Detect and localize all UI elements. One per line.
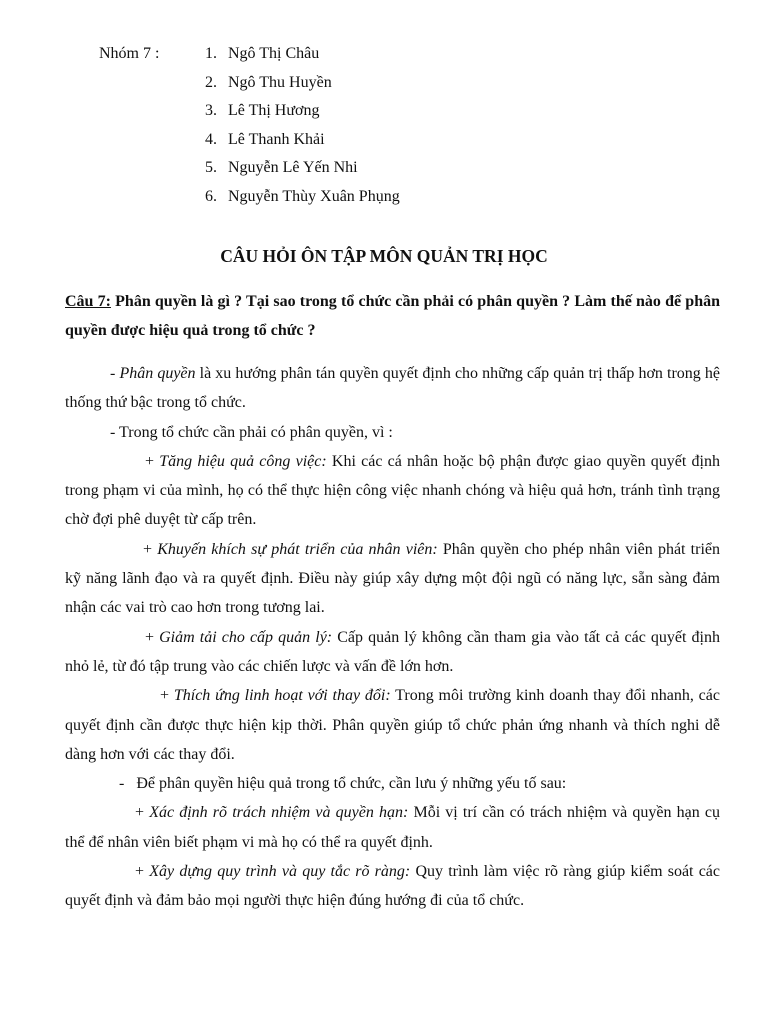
paragraph-prefix: + (160, 687, 174, 705)
paragraph-text: Khi các cá nhân hoặc bộ phận được giao quyền quyết định trong phạm vi của mình, họ có thể thực hiện công việc nhanh chóng và hiệu quả hơn, tránh tình trạng chờ đợi phê duyệt từ cấp trên. (65, 452, 720, 529)
answer-paragraph (65, 857, 720, 916)
paragraph-italic-term: Xác định rõ trách nhiệm và quyền hạn: (149, 804, 409, 822)
member-item (205, 129, 400, 158)
question-label: Câu 7: (65, 293, 111, 310)
question-text: Phân quyền là gì ? Tại sao trong tổ chức cần phải có phân quyền ? Làm thế nào để phân quyền được hiệu quả trong tổ chức ? (65, 293, 721, 339)
document-title: CÂU HỎI ÔN TẬP MÔN QUẢN TRỊ HỌC (220, 246, 548, 266)
question-heading (65, 287, 720, 345)
member-item (205, 157, 400, 186)
member-name: Nguyễn Thùy Xuân Phụng (228, 187, 400, 205)
paragraph-text: Để phân quyền hiệu quả trong tổ chức, cần lưu ý những yếu tố sau: (136, 775, 567, 793)
member-item (205, 186, 400, 215)
paragraph-text: Mỗi vị trí cần có trách nhiệm và quyền hạn cụ thể để nhân viên biết phạm vi mà họ có thể ra quyết định. (65, 804, 721, 851)
paragraph-prefix: + (135, 863, 150, 881)
answer-paragraph (65, 535, 720, 623)
member-name: Ngô Thị Châu (228, 45, 320, 62)
group-label: Nhóm 7 : (99, 45, 160, 62)
member-item (205, 100, 400, 129)
answer-paragraph (65, 798, 720, 857)
paragraph-text: Quy trình làm việc rõ ràng giúp kiểm soát các quyết định và đảm bảo mọi người thực hiện đúng hướng đi của tổ chức. (65, 863, 721, 910)
member-name: Lê Thanh Khải (228, 130, 325, 148)
answer-paragraph (65, 359, 720, 418)
member-number: 2. (205, 73, 217, 91)
paragraph-italic-term: Tăng hiệu quả công việc: (159, 452, 327, 470)
member-number: 1. (205, 45, 217, 62)
answer-paragraph (65, 418, 720, 447)
answer-paragraph (65, 623, 720, 682)
member-number: 6. (205, 187, 217, 205)
answer-body (65, 359, 720, 916)
paragraph-italic-term: Giảm tải cho cấp quản lý: (159, 628, 333, 646)
answer-paragraph (65, 681, 720, 769)
paragraph-text: Cấp quản lý không cần tham gia vào tất cả các quyết định nhỏ lẻ, từ đó tập trung vào các chiến lược và vấn đề lớn hơn. (65, 628, 720, 675)
member-name: Ngô Thu Huyền (228, 73, 332, 91)
paragraph-prefix: + (143, 540, 158, 558)
member-number: 3. (205, 102, 217, 119)
member-name: Nguyễn Lê Yến Nhi (228, 159, 358, 176)
paragraph-text: Trong tổ chức cần phải có phân quyền, vì : (119, 423, 393, 441)
paragraph-prefix: + (145, 452, 160, 470)
member-item (205, 72, 400, 101)
member-item (205, 43, 400, 72)
paragraph-prefix: + (135, 804, 150, 822)
answer-paragraph (65, 447, 720, 535)
paragraph-text: Phân quyền cho phép nhân viên phát triển kỹ năng lãnh đạo và ra quyết định. Điều này giúp xây dựng một đội ngũ có năng lực, sẵn sàng đảm nhận các vai trò cao hơn trong tương lai. (65, 540, 720, 617)
answer-paragraph (65, 769, 720, 798)
paragraph-text: là xu hướng phân tán quyền quyết định cho những cấp quản trị thấp hơn trong hệ thống thứ bậc trong tổ chức. (65, 365, 720, 412)
paragraph-prefix: - (110, 365, 120, 382)
paragraph-prefix: + (145, 628, 160, 646)
paragraph-italic-term: Khuyến khích sự phát triển của nhân viên: (157, 540, 438, 558)
paragraph-prefix: - (119, 775, 137, 793)
member-name: Lê Thị Hương (228, 102, 320, 119)
member-number: 5. (205, 159, 217, 176)
member-list (205, 43, 400, 214)
paragraph-italic-term: Xây dựng quy trình và quy tắc rõ ràng: (149, 863, 411, 881)
paragraph-italic-term: Phân quyền (119, 365, 200, 382)
paragraph-prefix: - (110, 423, 120, 441)
member-number: 4. (205, 130, 217, 148)
paragraph-text: Trong môi trường kinh doanh thay đổi nhanh, các quyết định cần được thực hiện kịp thời. Phân quyền giúp tổ chức phản ứng nhanh và thích nghi dễ dàng hơn với các thay đổi. (65, 687, 720, 763)
paragraph-italic-term: Thích ứng linh hoạt với thay đổi: (173, 687, 391, 705)
